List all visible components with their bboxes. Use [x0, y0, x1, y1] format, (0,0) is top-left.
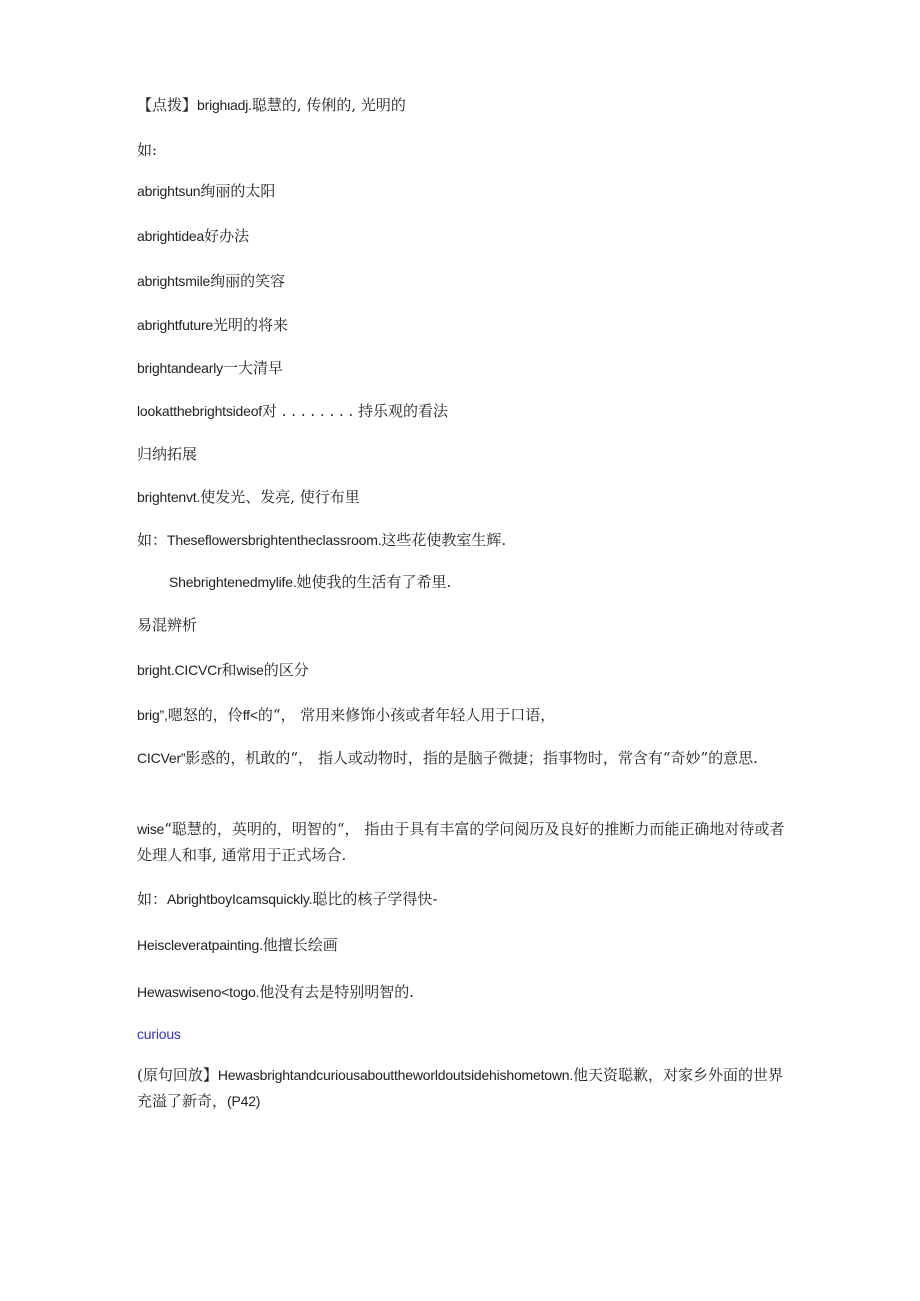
recall-label: (原句回放】 [137, 1066, 218, 1084]
word-en: ff< [242, 707, 258, 723]
sentence-en: Hewaswiseno<togo. [137, 984, 260, 1000]
line-example [169, 569, 819, 595]
tip-label: 【点拨】 [137, 96, 198, 114]
line-distinction-title [137, 657, 787, 683]
sentence-en: AbrightboyIcamsquickly. [167, 891, 313, 907]
phrase-en: brightandearly [137, 360, 223, 376]
section-heading-distinction [137, 612, 787, 638]
line-phrase [137, 223, 787, 249]
line-example-label [137, 137, 787, 163]
example-label: 如： [137, 531, 168, 549]
sentence-zh: 他天资聪歉，对家乡外面的世界充溢了新奇， [137, 1066, 784, 1110]
sentence-zh: 他没有去是特别明智的. [259, 983, 415, 1001]
line-phrase [137, 178, 787, 204]
section-title: 归纳拓展 [137, 445, 198, 463]
line-tip-bright [137, 92, 787, 118]
phrase-zh: 绚丽的太阳 [200, 182, 276, 200]
line-example [137, 886, 787, 912]
line-wise-usage [137, 816, 787, 868]
phrase-en: lookatthebrightsideof [137, 403, 262, 419]
line-clever-usage [137, 745, 787, 771]
line-headword-curious [137, 1021, 787, 1047]
text-zh: 的“， 常用来修饰小孩或者年轻人用于口语， [257, 706, 556, 724]
definition: 使发光、发亮, 使行布里 [200, 488, 360, 506]
sentence-en: Theseflowersbrightentheclassroom. [167, 532, 382, 548]
sentence-en: Heiscleveratpainting. [137, 937, 263, 953]
word-en: wise [137, 821, 165, 837]
word-en: wise [236, 662, 264, 678]
phrase-zh: 对 . . . . . . . . 持乐观的看法 [262, 402, 449, 420]
definition: 聪慧的, 传俐的, 光明的 [251, 96, 406, 114]
line-example [137, 979, 787, 1005]
phrase-en: abrightsun [137, 183, 201, 199]
sentence-zh: 她使我的生活有了希里. [296, 573, 452, 591]
word-en: CICVer” [137, 750, 186, 766]
phrase-zh: 光明的将来 [213, 316, 289, 334]
line-bright-usage [137, 702, 787, 728]
section-title: 易混辨析 [137, 616, 198, 634]
line-phrase [137, 268, 787, 294]
sentence-en: Shebrightenedmylife. [169, 574, 297, 590]
sentence-zh: 这些花使教室生辉. [381, 531, 507, 549]
phrase-zh: 绚丽的笑容 [210, 272, 286, 290]
phrase-zh: 好办法 [204, 227, 250, 245]
sentence-en: Hewasbrightandcuriousabouttheworldoutsidehishometown. [217, 1067, 574, 1083]
line-example [137, 527, 787, 553]
section-heading-extension [137, 441, 787, 467]
headword: brighιadj. [197, 97, 252, 113]
sentence-zh: 他擅长绘画 [262, 936, 338, 954]
word-en: bright.CICVCr [137, 662, 222, 678]
phrase-en: abrightsmile [137, 273, 211, 289]
word-en: brig”, [137, 707, 168, 723]
line-phrase [137, 355, 787, 381]
line-phrase [137, 398, 787, 424]
text-zh: 的区分 [263, 661, 309, 679]
text-zh: 嗯怒的，伶 [167, 706, 243, 724]
headword-link[interactable]: curious [137, 1026, 181, 1042]
line-phrase [137, 312, 787, 338]
sentence-zh: 聪比的核子学得快- [312, 890, 438, 908]
line-example [137, 932, 787, 958]
phrase-en: abrightfuture [137, 317, 214, 333]
phrase-zh: 一大清早 [222, 359, 283, 377]
line-original-sentence [137, 1062, 787, 1114]
example-label: 如: [137, 141, 158, 159]
line-brighten [137, 484, 787, 510]
page-ref: (P42) [227, 1093, 261, 1109]
example-label: 如： [137, 890, 168, 908]
text-zh: “聪慧的，英明的，明智的“， 指由于具有丰富的学问阅历及良好的推断力而能正确地对待或者处理人和事, 通常用于正式场合. [137, 820, 785, 864]
headword: brightenvt. [137, 489, 201, 505]
conjunction: 和 [221, 661, 237, 679]
phrase-en: abrightidea [137, 228, 205, 244]
text-zh: 影惑的，机敢的“， 指人或动物时，指的是脑子微捷；指事物时，常含有“奇妙”的意思. [185, 749, 758, 767]
